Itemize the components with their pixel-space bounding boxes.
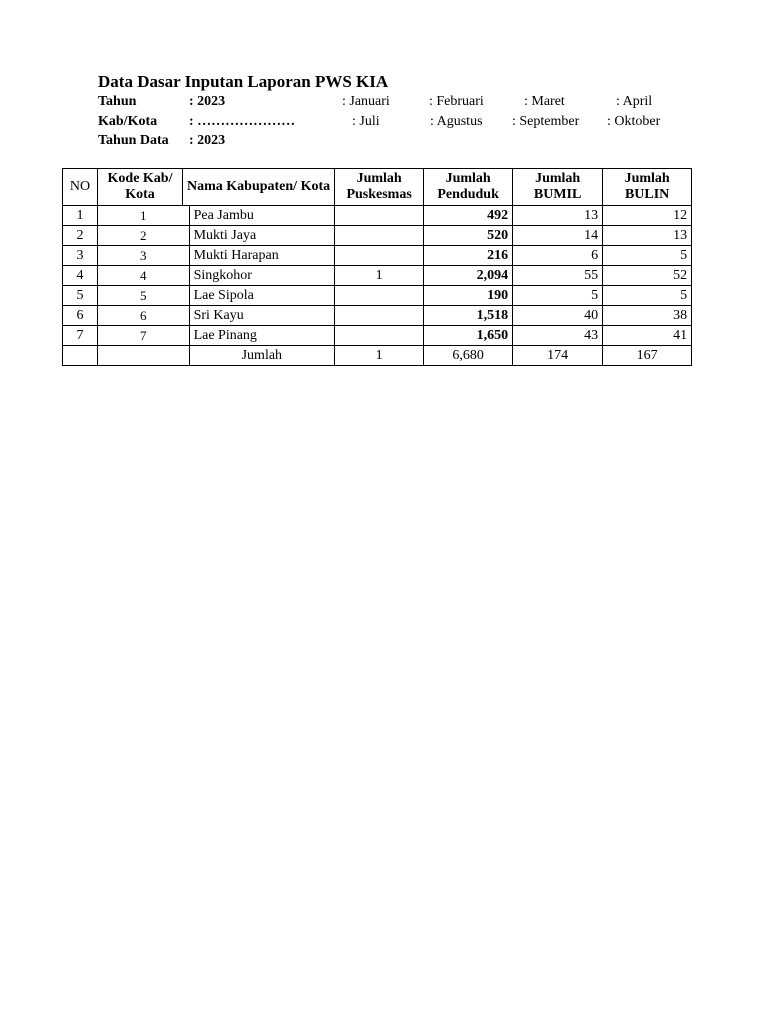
- cell-nama: Mukti Harapan: [189, 246, 335, 266]
- cell-bumil: 14: [513, 226, 603, 246]
- cell-bulin: 13: [603, 226, 692, 246]
- header-penduduk: Jumlah Penduduk: [424, 169, 513, 206]
- total-penduduk: 6,680: [424, 346, 513, 366]
- cell-nama: Lae Pinang: [189, 326, 335, 346]
- cell-penduduk: 492: [424, 206, 513, 226]
- month-maret: : Maret: [524, 94, 565, 109]
- tahun-value: : 2023: [189, 94, 226, 109]
- tahun-label: Tahun: [98, 94, 137, 109]
- cell-puskesmas: [335, 226, 424, 246]
- month-januari: : Januari: [342, 94, 390, 109]
- header-nama: Nama Kabupaten/ Kota: [183, 169, 335, 206]
- month-oktober: : Oktober: [607, 114, 661, 129]
- kabkota-label: Kab/Kota: [98, 114, 158, 129]
- total-label: Jumlah: [189, 346, 335, 366]
- document-title: Data Dasar Inputan Laporan PWS KIA: [98, 72, 389, 91]
- cell-nama: Lae Sipola: [189, 286, 335, 306]
- cell-bumil: 43: [513, 326, 603, 346]
- month-februari: : Februari: [429, 94, 484, 109]
- tahundata-label: Tahun Data: [98, 133, 169, 148]
- table-row: [63, 266, 692, 286]
- month-agustus: : Agustus: [430, 114, 483, 129]
- cell-no: 4: [63, 266, 98, 286]
- header-puskesmas: Jumlah Puskesmas: [335, 169, 424, 206]
- table-row: [63, 306, 692, 326]
- month-april: : April: [616, 94, 653, 109]
- cell-bulin: 41: [603, 326, 692, 346]
- tahundata-value: : 2023: [189, 133, 226, 148]
- cell-puskesmas: [335, 326, 424, 346]
- cell-kode: 5: [98, 286, 190, 306]
- cell-bumil: 55: [513, 266, 603, 286]
- cell-no: 3: [63, 246, 98, 266]
- cell-penduduk: 1,518: [424, 306, 513, 326]
- cell-kode: 6: [98, 306, 190, 326]
- cell-bumil: 6: [513, 246, 603, 266]
- cell-nama: Singkohor: [189, 266, 335, 286]
- cell-kode: 3: [98, 246, 190, 266]
- cell-puskesmas: [335, 246, 424, 266]
- header-bumil: Jumlah BUMIL: [513, 169, 603, 206]
- header-bulin: Jumlah BULIN: [603, 169, 692, 206]
- cell-no: 1: [63, 206, 98, 226]
- table-row: [63, 226, 692, 246]
- total-bulin: 167: [603, 346, 692, 366]
- cell-nama: Sri Kayu: [189, 306, 335, 326]
- table-row: [63, 206, 692, 226]
- total-bumil: 174: [513, 346, 603, 366]
- cell-no: 2: [63, 226, 98, 246]
- cell-kode: 4: [98, 266, 190, 286]
- cell-bulin: 38: [603, 306, 692, 326]
- cell-no: 6: [63, 306, 98, 326]
- month-september: : September: [512, 114, 580, 129]
- cell-puskesmas: [335, 206, 424, 226]
- total-kode: [98, 346, 190, 366]
- cell-no: 5: [63, 286, 98, 306]
- cell-kode: 2: [98, 226, 190, 246]
- cell-puskesmas: 1: [335, 266, 424, 286]
- cell-bulin: 52: [603, 266, 692, 286]
- table-total-row: [63, 346, 692, 366]
- cell-penduduk: 520: [424, 226, 513, 246]
- cell-nama: Pea Jambu: [189, 206, 335, 226]
- cell-penduduk: 1,650: [424, 326, 513, 346]
- header-no: NO: [63, 169, 98, 206]
- cell-kode: 1: [98, 206, 190, 226]
- cell-puskesmas: [335, 306, 424, 326]
- cell-no: 7: [63, 326, 98, 346]
- cell-bumil: 13: [513, 206, 603, 226]
- cell-nama: Mukti Jaya: [189, 226, 335, 246]
- cell-penduduk: 216: [424, 246, 513, 266]
- total-no: [63, 346, 98, 366]
- table-row: [63, 286, 692, 306]
- cell-bumil: 5: [513, 286, 603, 306]
- kabkota-value: : …………………: [189, 114, 296, 129]
- cell-penduduk: 2,094: [424, 266, 513, 286]
- cell-bulin: 12: [603, 206, 692, 226]
- total-puskesmas: 1: [335, 346, 424, 366]
- data-table: [62, 168, 692, 366]
- header-kode: Kode Kab/ Kota: [98, 169, 183, 206]
- cell-puskesmas: [335, 286, 424, 306]
- table-header-row: [63, 169, 692, 206]
- cell-bulin: 5: [603, 246, 692, 266]
- cell-bumil: 40: [513, 306, 603, 326]
- cell-bulin: 5: [603, 286, 692, 306]
- table-row: [63, 246, 692, 266]
- cell-kode: 7: [98, 326, 190, 346]
- cell-penduduk: 190: [424, 286, 513, 306]
- table-row: [63, 326, 692, 346]
- month-juli: : Juli: [352, 114, 380, 129]
